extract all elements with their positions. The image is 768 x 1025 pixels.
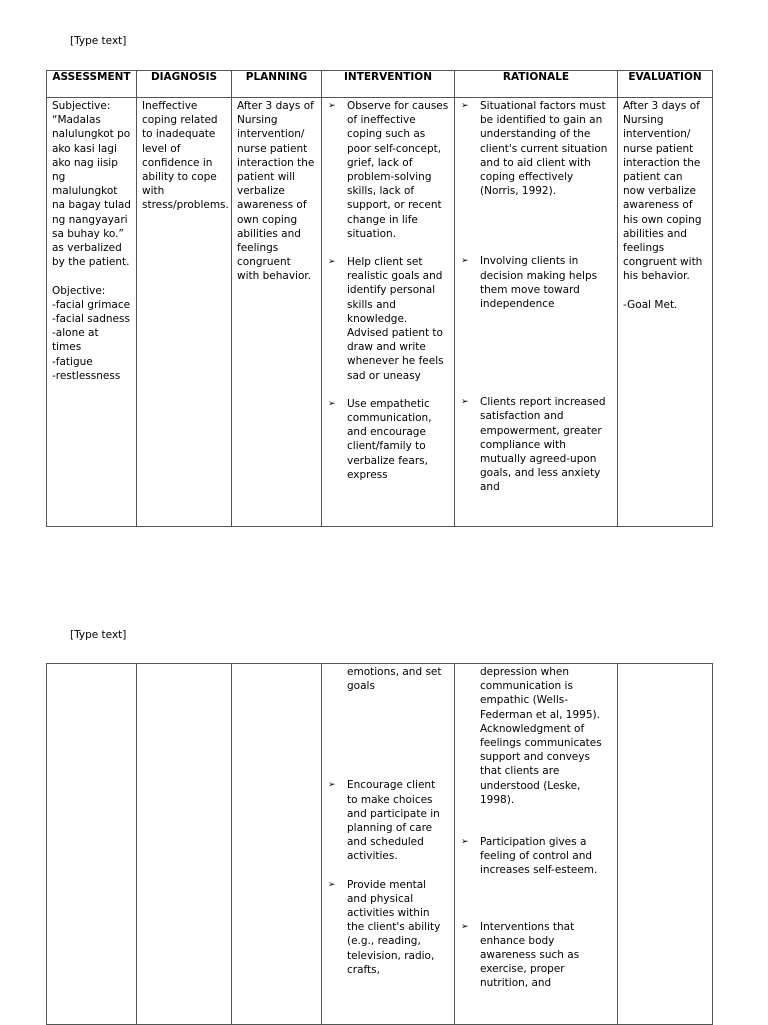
evaluation-cell: [618, 98, 713, 527]
rationale-item: ➢ Interventions that enhance body awareness such as exercise, proper nutrition, and: [460, 920, 612, 991]
intervention-item: ➢ Use empathetic communication, and encourage client/family to verbalize fears, express: [327, 397, 449, 482]
table-row: [47, 664, 713, 1025]
planning-cell: [232, 664, 322, 1025]
rationale-item-continued: depression when communication is empathic (Wells-Federman et al, 1995). Acknowledgment of feelings communicates support and conveys that clients are understood (Leske, 1998).: [480, 666, 602, 806]
assessment-text: Subjective: “Madalas nalulungkot po ako kasi lagi ako nag iisip ng malulungkot na bagay tulad ng nangyayari sa buhay ko.” as verbalized by the patient. Objective: -facial grimace -facial sadness -alone at times -fatigue -restlessness: [52, 100, 131, 382]
assessment-cell: [47, 664, 137, 1025]
intervention-item-continued: emotions, and set goals: [347, 666, 442, 693]
rationale-item: ➢ Clients report increased satisfaction and empowerment, greater compliance with mutually agreed-upon goals, and less anxiety and: [460, 395, 612, 494]
column-header-rationale: RATIONALE: [455, 71, 618, 98]
rationale-item: ➢ Participation gives a feeling of control and increases self-esteem.: [460, 835, 612, 878]
evaluation-text: After 3 days of Nursing intervention/ nurse patient interaction the patient can now verbalize awareness of his own coping abilities and feelings congruent with his behavior. -Goal Met.: [623, 100, 703, 311]
care-plan-table-continued: [46, 663, 713, 1025]
planning-text: After 3 days of Nursing intervention/ nurse patient interaction the patient will verbalize awareness of own coping abilities and feelings congruent with behavior.: [237, 100, 318, 283]
intervention-cell: [322, 98, 455, 527]
column-header-intervention: INTERVENTION: [322, 71, 455, 98]
intervention-item: ➢ Encourage client to make choices and participate in planning of care and scheduled activities.: [327, 778, 449, 863]
page-header-text: [Type text]: [70, 35, 127, 47]
diagnosis-text: Ineffective coping related to inadequate level of confidence in ability to cope with stress/problems.: [142, 100, 229, 212]
intervention-cell: [322, 664, 455, 1025]
rationale-cell: [455, 664, 618, 1025]
evaluation-cell: [618, 664, 713, 1025]
rationale-cell: [455, 98, 618, 527]
column-header-planning: PLANNING: [232, 71, 322, 98]
rationale-item: ➢ Situational factors must be identified to gain an understanding of the client's current situation and to aid client with coping effectively (Norris, 1992).: [460, 99, 612, 198]
rationale-item: ➢ Involving clients in decision making helps them move toward independence: [460, 254, 612, 311]
table-row: [47, 98, 713, 527]
care-plan-table: [46, 70, 713, 527]
intervention-item: ➢ Observe for causes of ineffective coping such as poor self-concept, grief, lack of problem-solving skills, lack of support, or recent change in life situation.: [327, 99, 449, 241]
diagnosis-cell: [137, 98, 232, 527]
table-header-row: [47, 71, 713, 98]
column-header-diagnosis: DIAGNOSIS: [137, 71, 232, 98]
diagnosis-cell: [137, 664, 232, 1025]
intervention-item: ➢ Provide mental and physical activities within the client's ability (e.g., reading, television, radio, crafts,: [327, 878, 449, 977]
planning-cell: [232, 98, 322, 527]
intervention-item: ➢ Help client set realistic goals and identify personal skills and knowledge. Advised patient to draw and write whenever he feels sad or uneasy: [327, 255, 449, 383]
page-header-text: [Type text]: [70, 629, 127, 641]
assessment-cell: [47, 98, 137, 527]
column-header-evaluation: EVALUATION: [618, 71, 713, 98]
column-header-assessment: ASSESSMENT: [47, 71, 137, 98]
